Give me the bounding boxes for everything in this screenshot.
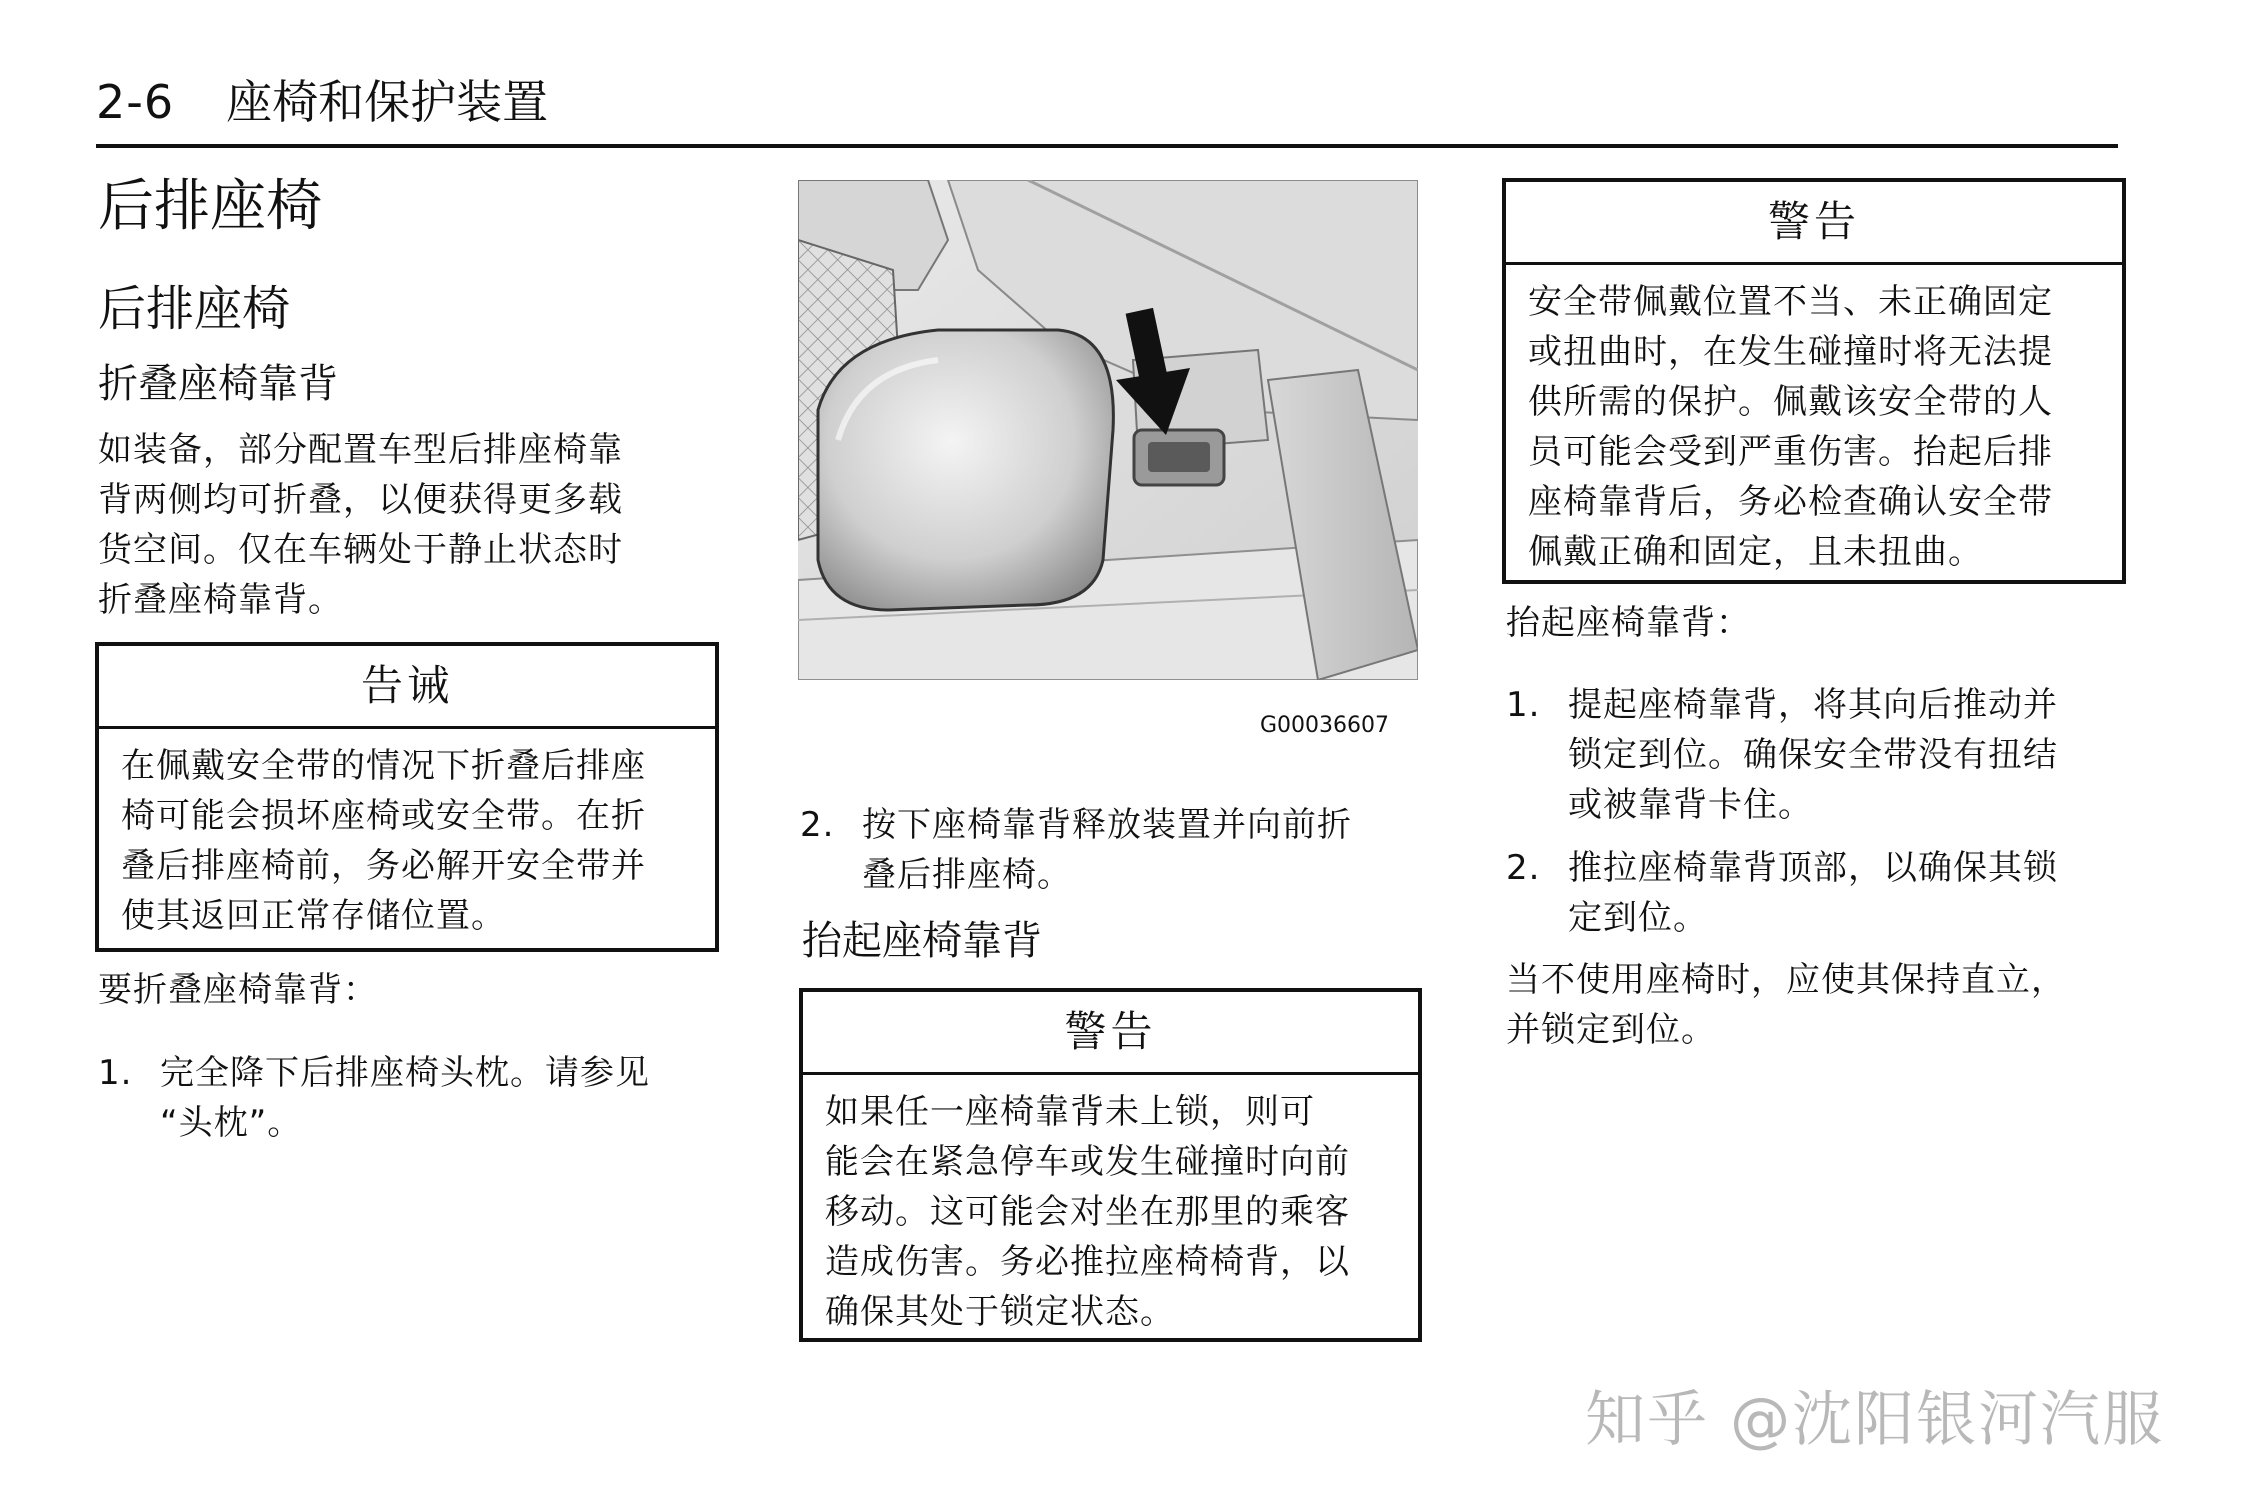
warning-line: 员可能会受到严重伤害。抬起后排 — [1528, 432, 2053, 472]
closing-paragraph — [1506, 955, 2066, 1055]
caution-line: 在佩戴安全带的情况下折叠后排座 — [121, 746, 646, 786]
page-number: 2-6 — [96, 75, 175, 129]
intro-line: 折叠座椅靠背。 — [98, 580, 343, 620]
header-rule — [96, 144, 2118, 148]
warning-line: 或扭曲时，在发生碰撞时将无法提 — [1528, 332, 2053, 372]
caution-box — [95, 642, 719, 952]
step-line: 推拉座椅靠背顶部，以确保其锁 — [1568, 848, 2058, 888]
warning-line: 移动。这可能会对坐在那里的乘客 — [825, 1192, 1350, 1232]
intro-line: 如装备，部分配置车型后排座椅靠 — [98, 430, 623, 470]
warning-box-right — [1502, 178, 2126, 584]
step-line: 提起座椅靠背，将其向后推动并 — [1568, 685, 2058, 725]
step-line: 叠后排座椅。 — [862, 855, 1072, 895]
caution-line: 叠后排座椅前，务必解开安全带并 — [121, 846, 646, 886]
step-line: 完全降下后排座椅头枕。请参见 — [160, 1053, 650, 1093]
raise-label: 抬起座椅靠背： — [1506, 603, 1751, 643]
fold-step-2 — [800, 800, 1420, 910]
warning-line: 能会在紧急停车或发生碰撞时向前 — [825, 1142, 1350, 1182]
step-number: 2. — [800, 805, 835, 845]
warning-body — [803, 1075, 1418, 1337]
watermark: 知乎 @沈阳银河汽服 — [1585, 1385, 2165, 1455]
warning-title: 警告 — [803, 992, 1418, 1075]
figure-code: G00036607 — [1260, 713, 1390, 738]
warning-box-middle — [799, 988, 1422, 1342]
step-line: 按下座椅靠背释放装置并向前折 — [862, 805, 1352, 845]
warning-line: 安全带佩戴位置不当、未正确固定 — [1528, 282, 2053, 322]
warning-line: 造成伤害。务必推拉座椅椅背，以 — [825, 1242, 1350, 1282]
step-number: 1. — [1506, 685, 1541, 725]
intro-line: 背两侧均可折叠，以便获得更多载 — [98, 480, 623, 520]
page-header — [96, 72, 548, 132]
seat-release-figure — [798, 180, 1418, 680]
fold-heading: 折叠座椅靠背 — [98, 361, 338, 407]
section-title: 座椅和保护装置 — [226, 75, 549, 129]
warning-line: 确保其处于锁定状态。 — [825, 1292, 1175, 1332]
raise-heading: 抬起座椅靠背 — [802, 918, 1042, 964]
warning-line: 供所需的保护。佩戴该安全带的人 — [1528, 382, 2053, 422]
raise-step-2 — [1506, 843, 2126, 953]
page-title: 后排座椅 — [98, 174, 322, 239]
warning-body — [1506, 265, 2122, 577]
closing-line: 当不使用座椅时，应使其保持直立， — [1506, 960, 2066, 1000]
to-fold-label: 要折叠座椅靠背： — [98, 970, 378, 1010]
closing-line: 并锁定到位。 — [1506, 1010, 1716, 1050]
warning-title: 警告 — [1506, 182, 2122, 265]
step-line: 锁定到位。确保安全带没有扭结 — [1568, 735, 2058, 775]
warning-line: 如果任一座椅靠背未上锁，则可 — [825, 1092, 1315, 1132]
intro-line: 货空间。仅在车辆处于静止状态时 — [98, 530, 623, 570]
raise-step-1 — [1506, 680, 2126, 840]
caution-line: 椅可能会损坏座椅或安全带。在折 — [121, 796, 646, 836]
step-line: 定到位。 — [1568, 898, 1708, 938]
caution-body — [99, 729, 715, 941]
caution-title: 告诫 — [99, 646, 715, 729]
step-line: “头枕”。 — [160, 1103, 303, 1143]
step-number: 1. — [98, 1053, 133, 1093]
intro-paragraph — [98, 425, 623, 625]
step-line: 或被靠背卡住。 — [1568, 785, 1813, 825]
warning-line: 座椅靠背后，务必检查确认安全带 — [1528, 482, 2053, 522]
caution-line: 使其返回正常存储位置。 — [121, 896, 506, 936]
step-number: 2. — [1506, 848, 1541, 888]
fold-step-1 — [98, 1048, 738, 1158]
seat-illustration — [798, 180, 1418, 680]
subsection-title: 后排座椅 — [98, 281, 291, 337]
warning-line: 佩戴正确和固定，且未扭曲。 — [1528, 532, 1983, 572]
